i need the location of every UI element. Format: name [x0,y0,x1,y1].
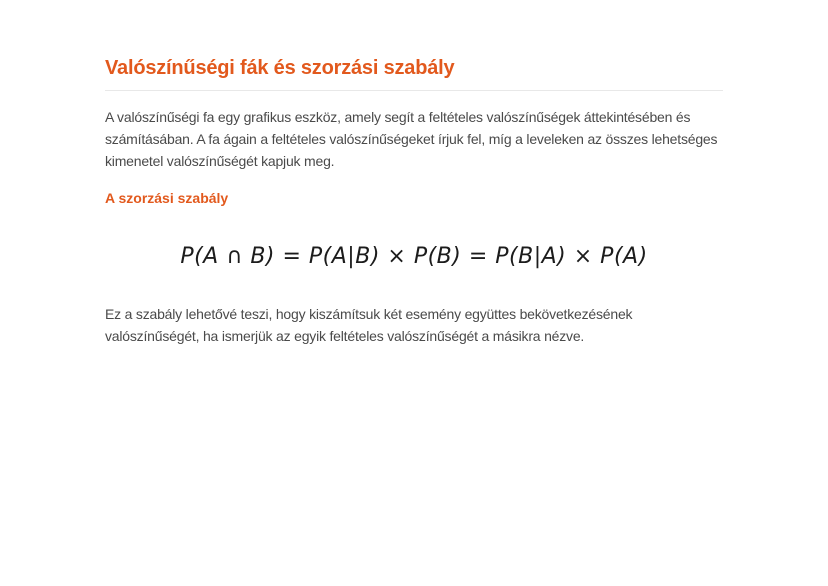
intro-paragraph: A valószínűségi fa egy grafikus eszköz, amely segít a feltételes valószínűségek áttekintésében és számításában. A fa ágain a feltételes valószínűségeket írjuk fel, míg a leveleken az összes lehetséges kimenetel valószínűségét kapjuk meg. [105,109,718,169]
title-divider [105,90,723,91]
page-title: Valószínűségi fák és szorzási szabály [105,57,455,79]
closing-paragraph: Ez a szabály lehetővé teszi, hogy kiszámítsuk két esemény együttes bekövetkezésének valószínűségét, ha ismerjük az egyik feltételes valószínűségét a másikra nézve. [105,306,633,344]
probability-formula: P(A ∩ B) = P(A|B) × P(B) = P(B|A) × P(A) [180,244,648,269]
section-heading-multiplication-rule: A szorzási szabály [105,190,229,206]
